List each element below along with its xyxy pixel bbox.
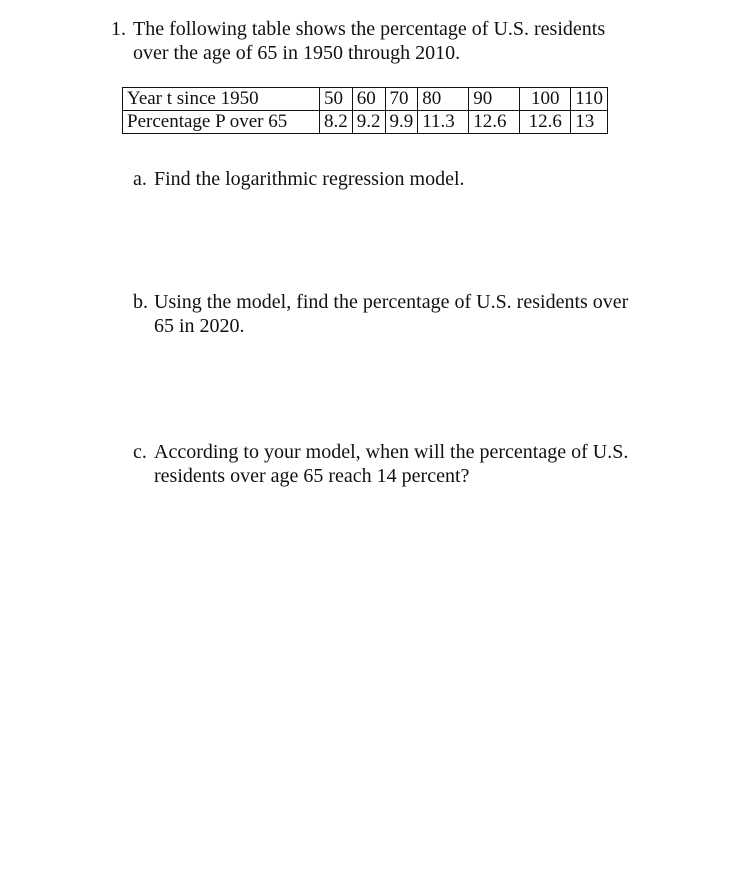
table-cell: 9.9 [385,111,418,134]
table-cell: 80 [418,88,469,111]
table-row-percentages [123,111,608,134]
table-cell: 70 [385,88,418,111]
problem-line-1: The following table shows the percentage of U.S. residents [133,18,606,40]
part-b-letter: b. [133,291,148,313]
part-b-line-1: Using the model, find the percentage of U.S. residents over [154,291,629,313]
table-cell: 12.6 [520,111,571,134]
table-cell: 50 [320,88,353,111]
table-cell: 8.2 [320,111,353,134]
part-c-text [133,440,628,488]
part-a-line-1: Find the logarithmic regression model. [154,168,465,190]
table-cell: 110 [571,88,608,111]
part-b-text [133,290,628,338]
part-a-text [133,167,465,191]
part-b-line-2: 65 in 2020. [154,315,245,337]
problem-line-2: over the age of 65 in 1950 through 2010. [133,42,461,64]
table-cell: 100 [520,88,571,111]
problem-statement [133,17,693,65]
problem-number: 1. [111,18,126,40]
part-c-letter: c. [133,441,147,463]
row-label-percentages: Percentage P over 65 [123,111,320,134]
part-b [133,290,628,338]
part-c-line-1: According to your model, when will the percentage of U.S. [154,441,629,463]
part-c [133,440,628,488]
table-cell: 9.2 [352,111,385,134]
table-row-years [123,88,608,111]
row-label-years: Year t since 1950 [123,88,320,111]
data-table [122,87,608,134]
part-c-line-2: residents over age 65 reach 14 percent? [154,465,470,487]
table-cell: 90 [469,88,520,111]
part-a-letter: a. [133,168,147,190]
table-cell: 13 [571,111,608,134]
table-cell: 11.3 [418,111,469,134]
part-a [133,167,465,191]
table-cell: 60 [352,88,385,111]
table-cell: 12.6 [469,111,520,134]
